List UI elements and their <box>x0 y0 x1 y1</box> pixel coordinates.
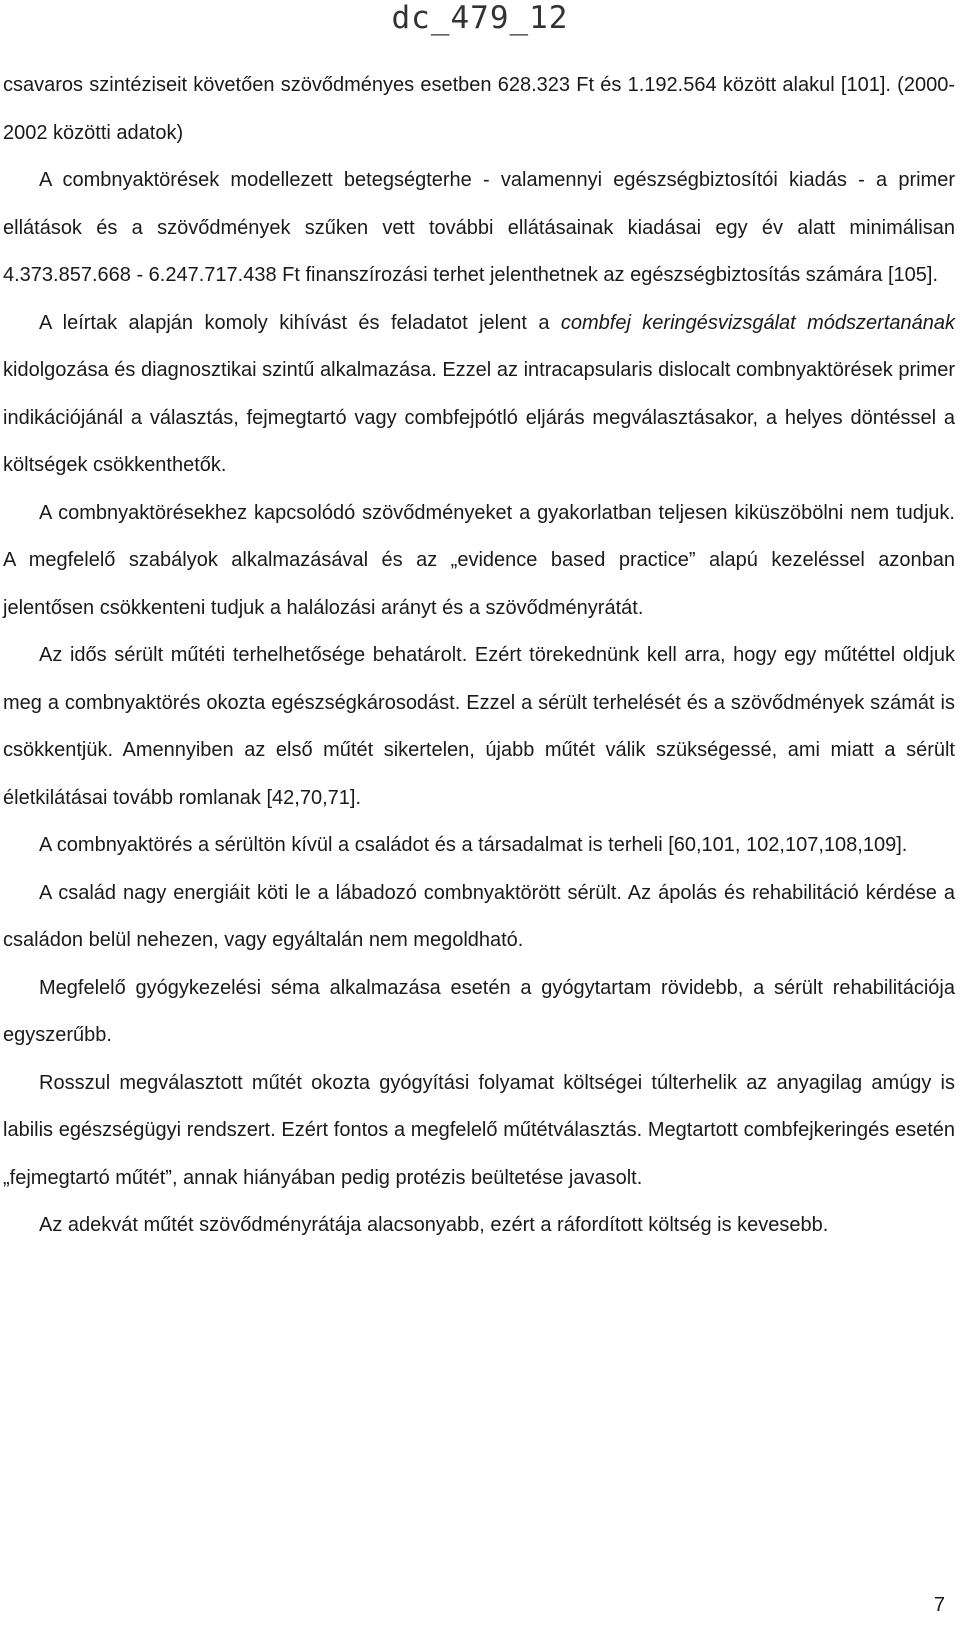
document-header-id: dc_479_12 <box>391 0 569 36</box>
document-body <box>3 62 955 1250</box>
paragraph-1: csavaros szintéziseit követően szövődményes esetben 628.323 Ft és 1.192.564 között alakul [101]. (2000-2002 közötti adatok) <box>3 74 955 144</box>
paragraph-3 <box>3 300 955 490</box>
paragraph-9: Rosszul megválasztott műtét okozta gyógyítási folyamat költségei túlterhelik az anyagilag amúgy is labilis egészségügyi rendszert. Ezért fontos a megfelelő műtétválasztás. Megtartott combfejkeringés esetén „fejmegtartó műtét”, annak hiányában pedig protézis beültetése javasolt. <box>3 1071 955 1189</box>
paragraph-5: Az idős sérült műtéti terhelhetősége behatárolt. Ezért törekednünk kell arra, hogy egy műtéttel oldjuk meg a combnyaktörés okozta egészségkárosodást. Ezzel a sérült terhelését és a szövődmények számát is csökkentjük. Amennyiben az első műtét sikertelen, újabb műtét válik szükségessé, ami miatt a sérült életkilátásai tovább romlanak [42,70,71]. <box>3 644 955 809</box>
page-number: 7 <box>933 1594 945 1616</box>
paragraph-3-italic-term: combfej keringésvizsgálat módszertanának <box>560 311 955 334</box>
paragraph-6: A combnyaktörés a sérültön kívül a családot és a társadalmat is terheli [60,101, 102,107,108,109]. <box>39 834 908 856</box>
paragraph-3-text-start: A leírtak alapján komoly kihívást és feladatot jelent a <box>39 311 561 334</box>
paragraph-2: A combnyaktörések modellezett betegségterhe - valamennyi egészségbiztosítói kiadás - a primer ellátások és a szövődmények szűken vett további ellátásainak kiadásai egy év alatt minimálisan 4.373.857.668 - 6.247.717.438 Ft finanszírozási terhet jelenthetnek az egészségbiztosítás számára [105]. <box>3 169 955 286</box>
paragraph-4: A combnyaktörésekhez kapcsolódó szövődményeket a gyakorlatban teljesen kiküszöbölni nem tudjuk. A megfelelő szabályok alkalmazásával és az „evidence based practice” alapú kezeléssel azonban jelentősen csökkenteni tudjuk a halálozási arányt és a szövődményrátát. <box>3 501 955 619</box>
paragraph-7: A család nagy energiáit köti le a lábadozó combnyaktörött sérült. Az ápolás és rehabilitáció kérdése a családon belül nehezen, vagy egyáltalán nem megoldható. <box>3 881 955 951</box>
paragraph-3-text-end: kidolgozása és diagnosztikai szintű alkalmazása. Ezzel az intracapsularis dislocalt combnyaktörések primer indikációjánál a választás, fejmegtartó vagy combfejpótló eljárás megválasztásakor, a helyes döntéssel a költségek csökkenthetők. <box>3 359 955 476</box>
paragraph-10: Az adekvát műtét szövődményrátája alacsonyabb, ezért a ráfordított költség is kevesebb. <box>39 1214 829 1236</box>
paragraph-8: Megfelelő gyógykezelési séma alkalmazása esetén a gyógytartam rövidebb, a sérült rehabilitációja egyszerűbb. <box>3 976 955 1046</box>
